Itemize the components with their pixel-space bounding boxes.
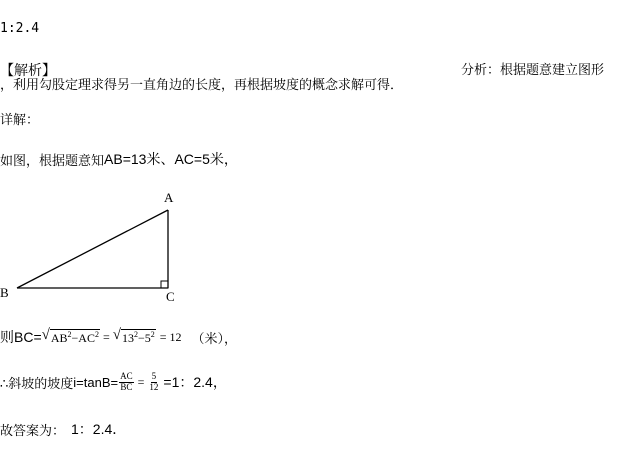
right-angle-marker	[161, 281, 168, 288]
exp-4: 2	[150, 330, 155, 339]
slope-result: =1：2.4，	[163, 374, 227, 390]
exp-1: 2	[67, 330, 72, 339]
vertex-a-label: A	[164, 190, 174, 205]
bc-prefix: 则BC=	[0, 329, 42, 345]
slope-prefix: ∴斜坡的坡度	[0, 376, 74, 392]
frac2-numerator: 5	[151, 371, 157, 382]
hypotenuse-ab	[17, 210, 168, 288]
fraction-ac-bc	[119, 372, 134, 392]
sqrt-13-5: √ $13^2-5^2$	[112, 327, 155, 345]
final-answer: 1：2.4．	[71, 421, 127, 437]
analysis-text: ，利用勾股定理求得另一直角边的长度，再根据坡度的概念求解可得．	[0, 78, 404, 93]
slope-formula: i=tanB=	[73, 374, 119, 390]
vertex-c-label: C	[166, 289, 175, 303]
final-label: 故答案为：	[0, 423, 66, 439]
detail-label: 详解：	[0, 113, 40, 128]
frac2-denominator: 12	[149, 381, 159, 392]
vertex-b-label: B	[0, 285, 9, 300]
bc-result: = 12	[159, 329, 182, 344]
slope-eq: =	[137, 374, 145, 389]
sqrt1-term-a: AB	[50, 331, 68, 345]
sqrt1-term-b: −AC	[71, 331, 95, 345]
intro-formula: AB=13米、AC=5米，	[104, 151, 238, 167]
frac1-denominator: BC	[120, 381, 133, 392]
bc-unit: （米），	[191, 331, 238, 347]
sqrt2-term-b: −5	[137, 331, 151, 345]
analysis-summary: 分析：根据题意建立图形	[461, 63, 605, 78]
analysis-header: 【解析】	[0, 63, 56, 79]
sqrt-ab-ac: √ $AB^2-AC^2$	[41, 327, 99, 345]
exp-2: 2	[94, 330, 99, 339]
triangle-figure	[0, 188, 200, 303]
fraction-5-12	[148, 372, 159, 392]
exp-3: 2	[133, 330, 138, 339]
intro-prefix: 如图，根据题意知	[0, 153, 105, 169]
frac1-numerator: AC	[120, 371, 133, 382]
sqrt2-term-a: 13	[121, 331, 134, 345]
top-answer: 1:2.4	[0, 21, 40, 36]
